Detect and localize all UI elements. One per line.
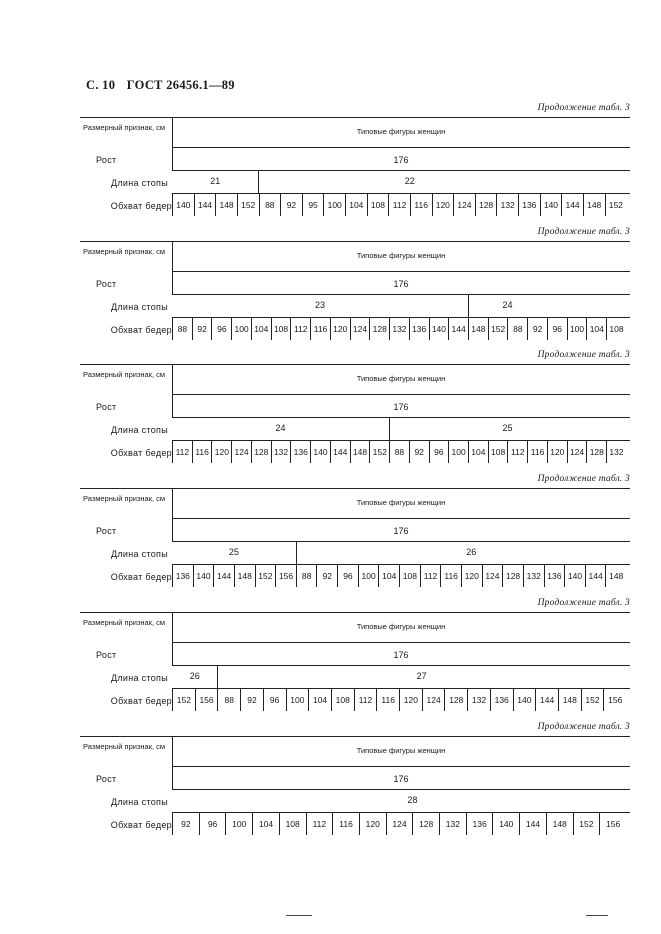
height-value: 176 xyxy=(393,402,409,412)
hip-girth-cells xyxy=(172,318,626,340)
hip-girth-cell: 112 xyxy=(306,813,333,835)
hip-girth-cell: 116 xyxy=(376,689,399,711)
hip-girth-cell: 120 xyxy=(359,813,386,835)
height-row-label: Рост xyxy=(96,526,117,536)
hip-girth-row-label: Обхват бедер xyxy=(110,325,172,335)
table-block-6 xyxy=(80,722,630,842)
hip-girth-cell: 144 xyxy=(448,318,468,340)
table-rule xyxy=(172,394,630,395)
hip-girth-cell: 140 xyxy=(513,689,536,711)
foot-length-row-label: Длина стопы xyxy=(110,797,168,807)
hip-girth-cells xyxy=(172,689,626,711)
hip-girth-cells xyxy=(172,813,626,835)
hip-girth-cell: 88 xyxy=(507,318,527,340)
table-rule xyxy=(172,417,630,418)
hip-girth-cell: 92 xyxy=(172,813,199,835)
height-value: 176 xyxy=(393,650,409,660)
hip-girth-cell: 136 xyxy=(466,813,493,835)
hip-girth-cell: 136 xyxy=(544,565,565,587)
footer-mark xyxy=(586,915,608,916)
foot-length-row-label: Длина стопы xyxy=(110,425,168,435)
hip-girth-cell: 156 xyxy=(603,689,626,711)
height-value: 176 xyxy=(393,774,409,784)
hip-girth-cell: 156 xyxy=(599,813,626,835)
group-divider xyxy=(468,294,469,317)
hip-girth-cell: 152 xyxy=(488,318,508,340)
hip-girth-cell: 108 xyxy=(271,318,291,340)
hip-girth-cell: 124 xyxy=(453,194,475,216)
table-title: Типовые фигуры женщин xyxy=(356,746,446,755)
hip-girth-cell: 88 xyxy=(296,565,317,587)
table-rule xyxy=(172,271,630,272)
height-row-label: Рост xyxy=(96,402,117,412)
table-rule xyxy=(172,294,630,295)
hip-girth-cell: 132 xyxy=(523,565,544,587)
continuation-note: Продолжение табл. 3 xyxy=(537,598,630,608)
continuation-note: Продолжение табл. 3 xyxy=(537,474,630,484)
table-rule xyxy=(80,117,630,118)
hip-girth-cell: 108 xyxy=(279,813,306,835)
hip-girth-cell: 132 xyxy=(271,441,291,463)
hip-girth-cell: 112 xyxy=(172,441,192,463)
hip-girth-cell: 96 xyxy=(547,318,567,340)
size-feature-label: Размерный признак, см xyxy=(82,370,166,379)
table-block-3 xyxy=(80,350,630,470)
table-title: Типовые фигуры женщин xyxy=(356,498,446,507)
hip-girth-row-label: Обхват бедер xyxy=(110,820,172,830)
hip-girth-cell: 124 xyxy=(350,318,370,340)
size-feature-label: Размерный признак, см xyxy=(82,123,166,132)
hip-girth-cell: 104 xyxy=(251,318,271,340)
table-title: Типовые фигуры женщин xyxy=(356,622,446,631)
table-rule xyxy=(172,518,630,519)
hip-girth-cell: 108 xyxy=(488,441,508,463)
size-feature-label: Размерный признак, см xyxy=(82,247,166,256)
hip-girth-row-label: Обхват бедер xyxy=(110,201,172,211)
hip-girth-cell: 124 xyxy=(422,689,445,711)
hip-girth-cell: 120 xyxy=(461,565,482,587)
hip-girth-cell: 92 xyxy=(192,318,212,340)
table-rule xyxy=(172,541,630,542)
table-rule xyxy=(80,612,630,613)
hip-girth-row-label: Обхват бедер xyxy=(110,696,172,706)
foot-length-row-label: Длина стопы xyxy=(110,302,168,312)
hip-girth-cell: 92 xyxy=(527,318,547,340)
page-number: С. 10 xyxy=(86,78,116,92)
height-row-label: Рост xyxy=(96,155,117,165)
continuation-note: Продолжение табл. 3 xyxy=(537,722,630,732)
hip-girth-row-label: Обхват бедер xyxy=(110,572,172,582)
hip-girth-cell: 136 xyxy=(490,689,513,711)
hip-girth-cells xyxy=(172,565,626,587)
hip-girth-cell: 124 xyxy=(231,441,251,463)
hip-girth-cell: 120 xyxy=(330,318,350,340)
hip-girth-cell: 128 xyxy=(412,813,439,835)
hip-girth-cell: 120 xyxy=(432,194,454,216)
hip-girth-cell: 144 xyxy=(561,194,583,216)
hip-girth-cell: 104 xyxy=(345,194,367,216)
hip-girth-cell: 152 xyxy=(573,813,600,835)
hip-girth-cell: 88 xyxy=(389,441,409,463)
hip-girth-cell: 112 xyxy=(290,318,310,340)
size-feature-label: Размерный признак, см xyxy=(82,742,166,751)
height-row-label: Рост xyxy=(96,279,117,289)
hip-girth-cell: 132 xyxy=(467,689,490,711)
table-rule xyxy=(80,241,630,242)
foot-length-value: 24 xyxy=(275,423,286,433)
hip-girth-cell: 92 xyxy=(409,441,429,463)
hip-girth-cell: 108 xyxy=(399,565,420,587)
hip-girth-cell: 152 xyxy=(605,194,627,216)
group-divider xyxy=(296,541,297,564)
hip-girth-cell: 120 xyxy=(399,689,422,711)
hip-girth-cell: 128 xyxy=(369,318,389,340)
hip-girth-cell: 96 xyxy=(429,441,449,463)
hip-girth-cell: 144 xyxy=(330,441,350,463)
height-row-label: Рост xyxy=(96,774,117,784)
hip-girth-cell: 104 xyxy=(586,318,606,340)
foot-length-value: 21 xyxy=(210,176,221,186)
height-value: 176 xyxy=(393,526,409,536)
hip-girth-cell: 144 xyxy=(213,565,234,587)
table-rule xyxy=(172,665,630,666)
hip-girth-cell: 92 xyxy=(240,689,263,711)
hip-girth-cell: 144 xyxy=(535,689,558,711)
table-block-4 xyxy=(80,474,630,594)
hip-girth-cell: 128 xyxy=(444,689,467,711)
hip-girth-cell: 128 xyxy=(502,565,523,587)
page-header xyxy=(86,78,243,93)
foot-length-value: 27 xyxy=(416,671,427,681)
hip-girth-cell: 108 xyxy=(606,318,626,340)
hip-girth-cell: 100 xyxy=(323,194,345,216)
hip-girth-cell: 96 xyxy=(337,565,358,587)
table-rule xyxy=(80,364,630,365)
table-rule xyxy=(80,736,630,737)
size-feature-label: Размерный признак, см xyxy=(82,618,166,627)
hip-girth-cell: 96 xyxy=(263,689,286,711)
hip-girth-cell: 152 xyxy=(581,689,604,711)
hip-girth-cell: 96 xyxy=(199,813,226,835)
hip-girth-cell: 132 xyxy=(389,318,409,340)
table-block-5 xyxy=(80,598,630,718)
hip-girth-cell: 104 xyxy=(378,565,399,587)
hip-girth-cell: 104 xyxy=(468,441,488,463)
hip-girth-cell: 100 xyxy=(358,565,379,587)
hip-girth-cell: 136 xyxy=(290,441,310,463)
hip-girth-cell: 140 xyxy=(310,441,330,463)
foot-length-row-label: Длина стопы xyxy=(110,178,168,188)
hip-girth-cell: 100 xyxy=(448,441,468,463)
hip-girth-cell: 92 xyxy=(280,194,302,216)
hip-girth-cells xyxy=(172,194,626,216)
hip-girth-cell: 148 xyxy=(546,813,573,835)
hip-girth-cell: 112 xyxy=(388,194,410,216)
hip-girth-cell: 140 xyxy=(540,194,562,216)
hip-girth-cell: 112 xyxy=(354,689,377,711)
hip-girth-cell: 112 xyxy=(420,565,441,587)
hip-girth-cell: 128 xyxy=(251,441,271,463)
hip-girth-cell: 108 xyxy=(331,689,354,711)
hip-girth-cell: 156 xyxy=(275,565,296,587)
foot-length-value: 22 xyxy=(404,176,415,186)
table-title: Типовые фигуры женщин xyxy=(356,251,446,260)
hip-girth-cell: 140 xyxy=(492,813,519,835)
hip-girth-cell: 124 xyxy=(482,565,503,587)
hip-girth-cell: 148 xyxy=(350,441,370,463)
foot-length-row-label: Длина стопы xyxy=(110,549,168,559)
hip-girth-cell: 132 xyxy=(606,441,626,463)
table-title: Типовые фигуры женщин xyxy=(356,127,446,136)
foot-length-value: 24 xyxy=(502,300,513,310)
foot-length-value: 25 xyxy=(228,547,239,557)
table-rule xyxy=(172,766,630,767)
hip-girth-cell: 96 xyxy=(211,318,231,340)
hip-girth-cell: 124 xyxy=(567,441,587,463)
table-title: Типовые фигуры женщин xyxy=(356,374,446,383)
hip-girth-cell: 128 xyxy=(475,194,497,216)
hip-girth-cell: 116 xyxy=(192,441,212,463)
group-divider xyxy=(389,417,390,440)
hip-girth-cell: 144 xyxy=(194,194,216,216)
hip-girth-cell: 152 xyxy=(255,565,276,587)
table-rule xyxy=(80,488,630,489)
continuation-note: Продолжение табл. 3 xyxy=(537,350,630,360)
hip-girth-cell: 128 xyxy=(586,441,606,463)
hip-girth-cell: 136 xyxy=(518,194,540,216)
hip-girth-cell: 124 xyxy=(386,813,413,835)
hip-girth-cell: 100 xyxy=(567,318,587,340)
group-divider xyxy=(217,665,218,688)
hip-girth-cell: 140 xyxy=(429,318,449,340)
hip-girth-cell: 120 xyxy=(211,441,231,463)
standard-code: ГОСТ 26456.1—89 xyxy=(126,78,235,92)
hip-girth-cell: 140 xyxy=(564,565,585,587)
hip-girth-cell: 104 xyxy=(252,813,279,835)
table-block-1 xyxy=(80,103,630,223)
continuation-note: Продолжение табл. 3 xyxy=(537,227,630,237)
hip-girth-cell: 116 xyxy=(410,194,432,216)
table-rule xyxy=(172,642,630,643)
hip-girth-cell: 132 xyxy=(496,194,518,216)
table-block-2 xyxy=(80,227,630,347)
footer-mark xyxy=(286,915,312,916)
continuation-note: Продолжение табл. 3 xyxy=(537,103,630,113)
hip-girth-cell: 104 xyxy=(308,689,331,711)
size-feature-label: Размерный признак, см xyxy=(82,494,166,503)
hip-girth-cell: 112 xyxy=(507,441,527,463)
foot-length-value: 26 xyxy=(466,547,477,557)
hip-girth-cell: 108 xyxy=(367,194,389,216)
hip-girth-cell: 116 xyxy=(310,318,330,340)
hip-girth-cells xyxy=(172,441,626,463)
hip-girth-cell: 152 xyxy=(237,194,259,216)
height-row-label: Рост xyxy=(96,650,117,660)
hip-girth-cell: 100 xyxy=(225,813,252,835)
foot-length-value: 23 xyxy=(315,300,326,310)
hip-girth-row-label: Обхват бедер xyxy=(110,448,172,458)
hip-girth-cell: 144 xyxy=(519,813,546,835)
table-rule xyxy=(172,789,630,790)
table-rule xyxy=(172,147,630,148)
hip-girth-cell: 132 xyxy=(439,813,466,835)
hip-girth-cell: 140 xyxy=(193,565,214,587)
hip-girth-cell: 148 xyxy=(583,194,605,216)
height-value: 176 xyxy=(393,279,409,289)
hip-girth-cell: 95 xyxy=(302,194,324,216)
foot-length-value: 26 xyxy=(189,671,200,681)
group-divider xyxy=(258,170,259,193)
hip-girth-cell: 148 xyxy=(234,565,255,587)
hip-girth-cell: 116 xyxy=(440,565,461,587)
hip-girth-cell: 152 xyxy=(369,441,389,463)
hip-girth-cell: 156 xyxy=(195,689,218,711)
hip-girth-cell: 136 xyxy=(409,318,429,340)
hip-girth-cell: 144 xyxy=(585,565,606,587)
table-rule xyxy=(172,170,630,171)
hip-girth-cell: 140 xyxy=(172,194,194,216)
hip-girth-cell: 148 xyxy=(605,565,626,587)
hip-girth-cell: 116 xyxy=(332,813,359,835)
hip-girth-cell: 92 xyxy=(316,565,337,587)
hip-girth-cell: 116 xyxy=(527,441,547,463)
hip-girth-cell: 148 xyxy=(468,318,488,340)
hip-girth-cell: 88 xyxy=(172,318,192,340)
hip-girth-cell: 88 xyxy=(259,194,281,216)
foot-length-value: 28 xyxy=(407,795,418,805)
hip-girth-cell: 88 xyxy=(217,689,240,711)
hip-girth-cell: 148 xyxy=(215,194,237,216)
foot-length-value: 25 xyxy=(502,423,513,433)
hip-girth-cell: 100 xyxy=(231,318,251,340)
hip-girth-cell: 120 xyxy=(547,441,567,463)
hip-girth-cell: 152 xyxy=(172,689,195,711)
hip-girth-cell: 136 xyxy=(172,565,193,587)
foot-length-row-label: Длина стопы xyxy=(110,673,168,683)
hip-girth-cell: 100 xyxy=(286,689,309,711)
height-value: 176 xyxy=(393,155,409,165)
hip-girth-cell: 148 xyxy=(558,689,581,711)
